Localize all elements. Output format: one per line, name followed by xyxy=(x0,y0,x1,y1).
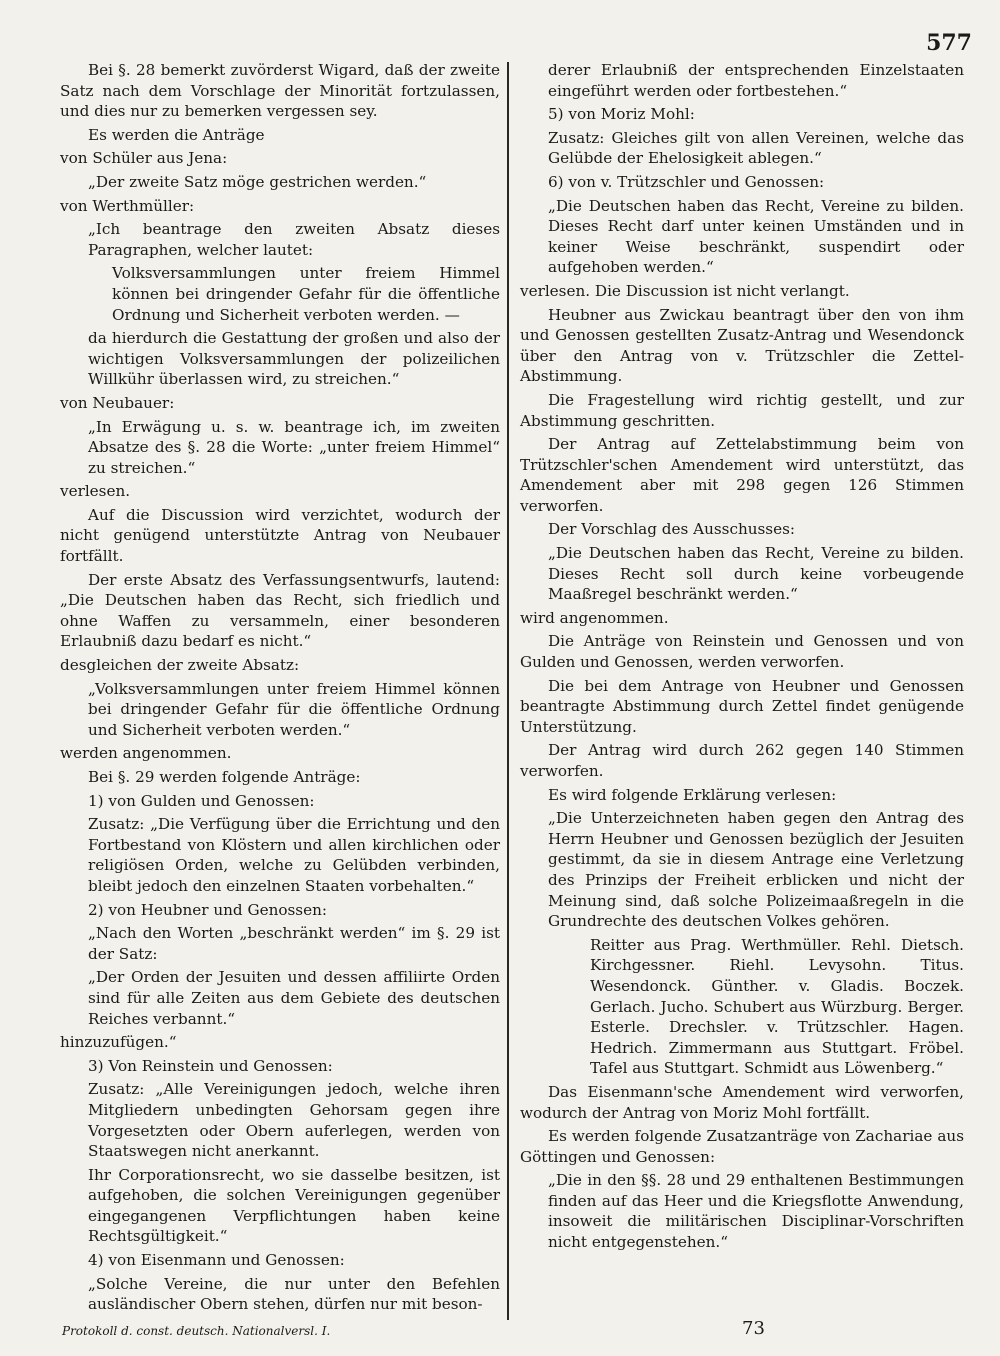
paragraph: desgleichen der zweite Absatz: xyxy=(60,656,300,675)
quote: Zusatz: Gleiches gilt von allen Vereinen, welche das Gelübde der Ehelosigkeit ablegen.“ xyxy=(548,128,964,168)
paragraph: von Schüler aus Jena: xyxy=(60,149,228,168)
paragraph: verlesen. xyxy=(60,482,131,501)
quote: „Solche Vereine, die nur unter den Befehlen ausländischer Obern stehen, dürfen nur mit beson- xyxy=(88,1274,500,1314)
quote: Volksversammlungen unter freiem Himmel können bei dringender Gefahr für die öffentliche Ordnung und Sicherheit verboten werden. — xyxy=(112,264,500,324)
paragraph: Der Antrag wird durch 262 gegen 140 Stimmen verworfen. xyxy=(520,741,964,780)
signatures: Reitter aus Prag. Werthmüller. Rehl. Dietsch. Kirchgessner. Riehl. Levysohn. Titus. Wesendonck. Günther. v. Gladis. Boczek. Gerlach. Jucho. Schubert aus Würzburg. Berger. Esterle. Drechsler. v. Trützschler. Hagen. Hedrich. Zimmermann aus Stuttgart. Fröbel. Tafel aus Stuttgart. Schmidt aus Löwenberg.“ xyxy=(590,935,964,1078)
quote: „Die Deutschen haben das Recht, Vereine zu bilden. Dieses Recht darf unter keinen Umständen und in keiner Weise beschränkt, suspendirt oder aufgehoben werden.“ xyxy=(548,196,964,277)
paragraph: Der erste Absatz des Verfassungsentwurfs, lautend: „Die Deutschen haben das Recht, sich friedlich und ohne Waffen zu versammeln, einer besonderen Erlaubniß dazu bedarf es nicht.“ xyxy=(60,570,500,651)
list-item: 1) von Gulden und Genossen: xyxy=(88,791,315,810)
signature-number: 73 xyxy=(742,1318,765,1339)
paragraph: Der Antrag auf Zettelabstimmung beim von Trützschler'schen Amendement wird unterstützt, das Amendement aber mit 298 gegen 126 Stimmen verworfen. xyxy=(520,435,964,515)
paragraph: Es werden die Anträge xyxy=(88,125,265,144)
list-item: 5) von Moriz Mohl: xyxy=(548,105,695,124)
paragraph: von Werthmüller: xyxy=(60,196,195,215)
quote: „Die Unterzeichneten haben gegen den Antrag des Herrn Heubner und Genossen bezüglich der Jesuiten gestimmt, da sie in diesem Antrage eine Verletzung des Prinzips der Freiheit erblicken und nicht der Meinung sind, daß solche Polizeimaaßregeln in die Grundrechte des deutschen Volkes gehören. xyxy=(548,809,964,931)
list-item: 6) von v. Trützschler und Genossen: xyxy=(548,172,825,191)
footer: Protokoll d. const. deutsch. Nationalversl. I. xyxy=(62,1324,331,1338)
paragraph: wird angenommen. xyxy=(520,608,669,627)
paragraph: Auf die Discussion wird verzichtet, wodurch der nicht genügend unterstützte Antrag von Neubauer fortfällt. xyxy=(60,505,500,566)
paragraph: werden angenommen. xyxy=(60,744,232,763)
quote: derer Erlaubniß der entsprechenden Einzelstaaten eingeführt werden oder fortbestehen.“ xyxy=(548,61,964,100)
quote: da hierdurch die Gestattung der großen und also der wichtigen Volksversammlungen der polizeilichen Willkühr überlassen wird, zu streichen.“ xyxy=(88,329,500,389)
paragraph: Die Anträge von Reinstein und Genossen und von Gulden und Genossen, werden verworfen. xyxy=(520,632,964,672)
paragraph: Es werden folgende Zusatzanträge von Zachariae aus Göttingen und Genossen: xyxy=(520,1127,964,1166)
paragraph: Der Vorschlag des Ausschusses: xyxy=(548,520,795,539)
quote: „Ich beantrage den zweiten Absatz dieses Paragraphen, welcher lautet: xyxy=(88,220,500,259)
quote: Ihr Corporationsrecht, wo sie dasselbe besitzen, ist aufgehoben, die solchen Vereinigungen gegenüber eingegangenen Verpflichtungen haben keine Rechtsgültigkeit.“ xyxy=(88,1165,500,1246)
right-column xyxy=(520,60,964,1256)
quote: „Die in den §§. 28 und 29 enthaltenen Bestimmungen finden auf das Heer und die Kriegsflotte Anwendung, insoweit die militärischen Disciplinar-Vorschriften nicht entgegenstehen.“ xyxy=(548,1171,964,1252)
list-item: 2) von Heubner und Genossen: xyxy=(88,900,327,919)
left-column xyxy=(60,60,500,1318)
paragraph: Heubner aus Zwickau beantragt über den von ihm und Genossen gestellten Zusatz-Antrag und Wesendonck über den Antrag von v. Trützschler die Zettel-Abstimmung. xyxy=(520,305,964,386)
quote: „In Erwägung u. s. w. beantrage ich, im zweiten Absatze des §. 28 die Worte: „unter freiem Himmel“ zu streichen.“ xyxy=(88,417,500,477)
paragraph: von Neubauer: xyxy=(60,393,175,412)
paragraph: Bei §. 28 bemerkt zuvörderst Wigard, daß der zweite Satz nach dem Vorschlage der Minorität fortzulassen, und dies nur zu bemerken vergessen sey. xyxy=(60,61,500,121)
paragraph: Bei §. 29 werden folgende Anträge: xyxy=(88,768,361,786)
quote: „Die Deutschen haben das Recht, Vereine zu bilden. Dieses Recht soll durch keine vorbeugende Maaßregel beschränkt werden.“ xyxy=(548,544,964,604)
column-divider xyxy=(507,62,509,1320)
quote: Zusatz: „Alle Vereinigungen jedoch, welche ihren Mitgliedern unbedingten Gehorsam gegen ihre Vorgesetzten oder Obern auferlegen, werden von Staatswegen nicht anerkannt. xyxy=(88,1080,500,1161)
paragraph: Es wird folgende Erklärung verlesen: xyxy=(548,785,837,804)
quote: „Volksversammlungen unter freiem Himmel können bei dringender Gefahr für die öffentliche Ordnung und Sicherheit verboten werden.“ xyxy=(88,679,500,739)
paragraph: verlesen. Die Discussion ist nicht verlangt. xyxy=(520,281,850,300)
paragraph: hinzuzufügen.“ xyxy=(60,1033,177,1052)
quote: „Der zweite Satz möge gestrichen werden.“ xyxy=(88,172,427,191)
list-item: 3) Von Reinstein und Genossen: xyxy=(88,1056,333,1075)
page-number: 577 xyxy=(926,30,972,56)
paragraph: Die bei dem Antrage von Heubner und Genossen beantragte Abstimmung durch Zettel findet genügende Unterstützung. xyxy=(520,676,964,736)
quote: „Nach den Worten „beschränkt werden“ im §. 29 ist der Satz: xyxy=(88,924,500,963)
paragraph: Das Eisenmann'sche Amendement wird verworfen, wodurch der Antrag von Moriz Mohl fortfällt. xyxy=(520,1082,964,1122)
quote: Zusatz: „Die Verfügung über die Errichtung und den Fortbestand von Klöstern und allen kirchlichen oder religiösen Orden, welche zu Gelübden verbinden, bleibt jedoch den einzelnen Staaten vorbehalten.“ xyxy=(88,815,500,895)
quote: „Der Orden der Jesuiten und dessen affiliirte Orden sind für alle Zeiten aus dem Gebiete des deutschen Reiches verbannt.“ xyxy=(88,968,500,1028)
paragraph: Die Fragestellung wird richtig gestellt, und zur Abstimmung geschritten. xyxy=(520,390,964,430)
list-item: 4) von Eisenmann und Genossen: xyxy=(88,1251,345,1270)
